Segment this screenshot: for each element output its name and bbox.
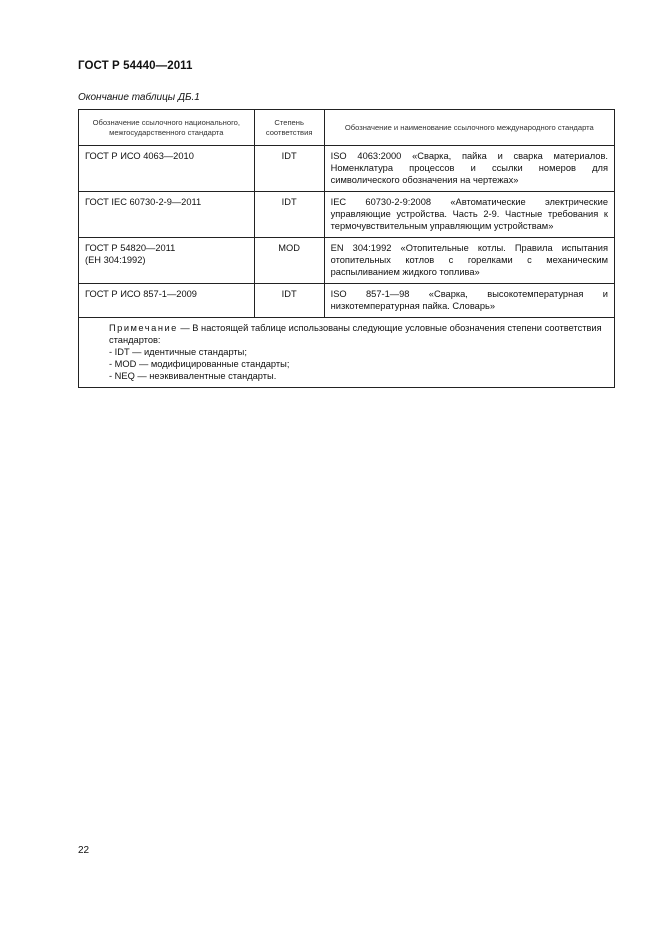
note-item: - IDT — идентичные стандарты; (109, 347, 247, 357)
national-standard: ГОСТ Р ИСО 4063—2010 (85, 151, 194, 161)
international-standard-cell: ISO 4063:2000 «Сварка, пайка и сварка материалов. Номенклатура процессов и ссылки номеров для символического обозначения на чертежах» (324, 146, 614, 192)
table-row (79, 238, 615, 284)
table-note (79, 318, 615, 388)
page-number: 22 (78, 845, 90, 856)
reference-standards-table (78, 109, 615, 388)
table-caption: Окончание таблицы ДБ.1 (78, 92, 200, 103)
note-intro (85, 322, 608, 346)
table-row (79, 192, 615, 238)
column-header-international: Обозначение и наименование ссылочного международного стандарта (324, 110, 614, 146)
national-standard-cell (79, 284, 255, 318)
national-standard: ГОСТ Р ИСО 857-1—2009 (85, 289, 197, 299)
table-header-row (79, 110, 615, 146)
column-header-national: Обозначение ссылочного национального, межгосударственного стандарта (79, 110, 255, 146)
note-row (79, 318, 615, 388)
document-code: ГОСТ Р 54440—2011 (78, 60, 193, 72)
degree-cell: IDT (254, 284, 324, 318)
degree-cell: IDT (254, 192, 324, 238)
note-text: — В настоящей таблице использованы следующие условные обозначения степени соответствия стандартов: (109, 323, 602, 345)
degree-cell: MOD (254, 238, 324, 284)
international-standard-cell: ISO 857-1—98 «Сварка, высокотемпературная и низкотемпературная пайка. Словарь» (324, 284, 614, 318)
note-item: - NEQ — неэквивалентные стандарты. (109, 371, 277, 381)
national-standard-cell (79, 238, 255, 284)
table-row (79, 284, 615, 318)
degree-cell: IDT (254, 146, 324, 192)
international-standard-cell: EN 304:1992 «Отопительные котлы. Правила испытания отопительных котлов с горелками с механическим распыливанием жидкого топлива» (324, 238, 614, 284)
national-standard: ГОСТ IEC 60730-2-9—2011 (85, 197, 202, 207)
column-header-degree: Степень соответствия (254, 110, 324, 146)
table-row (79, 146, 615, 192)
note-item: - MOD — модифицированные стандарты; (109, 359, 290, 369)
international-standard-cell: IEC 60730-2-9:2008 «Автоматические электрические управляющие устройства. Часть 2-9. Частные требования к термочувствительным управляющим устройствам» (324, 192, 614, 238)
national-standard: ГОСТ Р 54820—2011 (85, 243, 176, 253)
national-standard-alt: (ЕН 304:1992) (85, 255, 146, 265)
national-standard-cell (79, 146, 255, 192)
note-heading: Примечание (109, 323, 178, 333)
national-standard-cell (79, 192, 255, 238)
